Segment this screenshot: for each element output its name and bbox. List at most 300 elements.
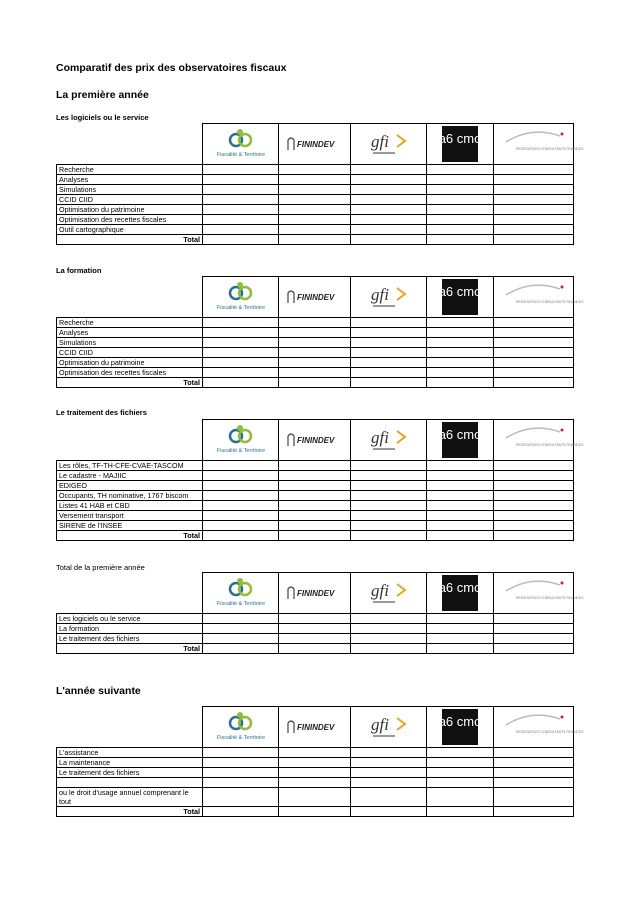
price-cell bbox=[203, 471, 279, 481]
price-cell bbox=[494, 358, 574, 368]
price-cell bbox=[494, 481, 574, 491]
price-cell bbox=[494, 614, 574, 624]
total-cell bbox=[279, 644, 351, 654]
price-cell bbox=[494, 501, 574, 511]
price-cell bbox=[494, 461, 574, 471]
price-cell bbox=[351, 748, 427, 758]
price-cell bbox=[427, 748, 494, 758]
price-cell bbox=[279, 758, 351, 768]
price-comparison-table bbox=[56, 572, 584, 654]
svg-text:a6 cmo: a6 cmo bbox=[438, 714, 482, 729]
price-cell bbox=[203, 768, 279, 778]
rcf-logo bbox=[502, 128, 584, 160]
price-cell bbox=[203, 461, 279, 471]
price-cell bbox=[494, 175, 574, 185]
table-row bbox=[57, 481, 574, 491]
gfi-logo bbox=[367, 576, 411, 610]
gfi-logo bbox=[367, 280, 411, 314]
rcf-logo bbox=[502, 577, 584, 609]
row-label: CCID CIID bbox=[57, 348, 203, 358]
total-cell bbox=[279, 531, 351, 541]
price-cell bbox=[427, 225, 494, 235]
total-row bbox=[57, 644, 574, 654]
price-cell bbox=[279, 318, 351, 328]
total-row bbox=[57, 531, 574, 541]
price-cell bbox=[279, 788, 351, 807]
price-comparison-table bbox=[56, 276, 584, 388]
logo-cell bbox=[494, 420, 584, 461]
price-cell bbox=[427, 511, 494, 521]
price-cell bbox=[427, 368, 494, 378]
fiscalite-territoire-logo bbox=[209, 281, 273, 313]
price-cell bbox=[279, 778, 351, 788]
price-cell bbox=[279, 368, 351, 378]
row-label: Le traitement des fichiers bbox=[57, 768, 203, 778]
table-row bbox=[57, 175, 574, 185]
price-cell bbox=[427, 501, 494, 511]
row-label: Analyses bbox=[57, 328, 203, 338]
price-cell bbox=[427, 624, 494, 634]
price-cell bbox=[203, 205, 279, 215]
price-cell bbox=[427, 481, 494, 491]
table-row bbox=[57, 471, 574, 481]
logo-cell bbox=[494, 707, 584, 748]
price-cell bbox=[494, 778, 574, 788]
total-cell bbox=[494, 807, 574, 817]
a6-cmo-logo bbox=[438, 422, 482, 458]
total-cell bbox=[427, 531, 494, 541]
gfi-logo bbox=[367, 423, 411, 457]
price-cell bbox=[351, 481, 427, 491]
total-cell bbox=[427, 378, 494, 388]
total-cell bbox=[427, 235, 494, 245]
total-cell bbox=[494, 531, 574, 541]
price-cell bbox=[351, 185, 427, 195]
logo-cell bbox=[351, 277, 427, 318]
row-label bbox=[57, 778, 203, 788]
price-cell bbox=[203, 328, 279, 338]
table-row bbox=[57, 185, 574, 195]
total-row bbox=[57, 235, 574, 245]
svg-text:gfi: gfi bbox=[370, 715, 389, 734]
logo-cell bbox=[427, 573, 494, 614]
price-cell bbox=[427, 521, 494, 531]
price-cell bbox=[351, 215, 427, 225]
total-cell bbox=[351, 531, 427, 541]
total-cell bbox=[203, 531, 279, 541]
svg-text:a6 cmo: a6 cmo bbox=[438, 284, 482, 299]
price-cell bbox=[427, 491, 494, 501]
price-cell bbox=[203, 521, 279, 531]
price-cell bbox=[351, 778, 427, 788]
total-label: Total bbox=[57, 807, 203, 817]
table-row bbox=[57, 215, 574, 225]
logo-cell bbox=[351, 124, 427, 165]
svg-text:RESSOURCES CONSULTANTS FINANCE: RESSOURCES CONSULTANTS FINANCES bbox=[515, 730, 584, 734]
price-cell bbox=[351, 624, 427, 634]
logo-cell bbox=[494, 124, 584, 165]
price-cell bbox=[351, 501, 427, 511]
price-cell bbox=[279, 205, 351, 215]
logo-cell bbox=[494, 573, 584, 614]
price-cell bbox=[279, 481, 351, 491]
price-comparison-table bbox=[56, 706, 584, 817]
fiscalite-territoire-logo bbox=[209, 711, 273, 743]
price-cell bbox=[203, 758, 279, 768]
logo-cell bbox=[279, 573, 351, 614]
row-label: Optimisation du patrimoine bbox=[57, 358, 203, 368]
total-cell bbox=[203, 235, 279, 245]
price-cell bbox=[427, 778, 494, 788]
price-cell bbox=[427, 348, 494, 358]
empty-header-cell bbox=[57, 707, 203, 748]
table-row bbox=[57, 225, 574, 235]
logo-cell bbox=[351, 420, 427, 461]
price-cell bbox=[203, 368, 279, 378]
price-cell bbox=[427, 195, 494, 205]
logo-cell bbox=[203, 124, 279, 165]
price-cell bbox=[494, 215, 574, 225]
logo-row bbox=[57, 277, 574, 318]
price-cell bbox=[279, 748, 351, 758]
price-cell bbox=[203, 748, 279, 758]
price-cell bbox=[279, 328, 351, 338]
svg-text:RESSOURCES CONSULTANTS FINANCE: RESSOURCES CONSULTANTS FINANCES bbox=[515, 300, 584, 304]
empty-header-cell bbox=[57, 420, 203, 461]
rcf-logo bbox=[502, 424, 584, 456]
a6-cmo-logo bbox=[438, 575, 482, 611]
row-label: Occupants, TH nominative, 1767 biscom bbox=[57, 491, 203, 501]
price-cell bbox=[494, 318, 574, 328]
price-cell bbox=[351, 368, 427, 378]
rcf-logo bbox=[502, 711, 584, 743]
total-label: Total bbox=[57, 378, 203, 388]
price-cell bbox=[203, 215, 279, 225]
total-cell bbox=[351, 235, 427, 245]
price-cell bbox=[203, 778, 279, 788]
logo-row bbox=[57, 707, 574, 748]
logo-cell bbox=[279, 277, 351, 318]
price-cell bbox=[351, 225, 427, 235]
svg-text:RESSOURCES CONSULTANTS FINANCE: RESSOURCES CONSULTANTS FINANCES bbox=[515, 443, 584, 447]
price-cell bbox=[279, 491, 351, 501]
price-cell bbox=[351, 521, 427, 531]
table-row bbox=[57, 521, 574, 531]
finindev-logo bbox=[285, 717, 345, 737]
price-cell bbox=[427, 318, 494, 328]
price-cell bbox=[494, 758, 574, 768]
price-cell bbox=[351, 511, 427, 521]
table-row bbox=[57, 501, 574, 511]
logo-cell bbox=[203, 573, 279, 614]
price-cell bbox=[494, 225, 574, 235]
row-label: L'assistance bbox=[57, 748, 203, 758]
price-cell bbox=[351, 788, 427, 807]
table-heading: L'année suivante bbox=[56, 685, 141, 697]
svg-text:Fiscalité & Territoire: Fiscalité & Territoire bbox=[216, 152, 265, 158]
table-row bbox=[57, 624, 574, 634]
fiscalite-territoire-logo bbox=[209, 128, 273, 160]
price-cell bbox=[351, 175, 427, 185]
price-cell bbox=[351, 318, 427, 328]
total-row bbox=[57, 807, 574, 817]
logo-row bbox=[57, 573, 574, 614]
price-cell bbox=[351, 348, 427, 358]
svg-text:gfi: gfi bbox=[370, 285, 389, 304]
a6-cmo-logo bbox=[438, 709, 482, 745]
price-cell bbox=[427, 788, 494, 807]
price-cell bbox=[427, 768, 494, 778]
row-label: Listes 41 HAB et CBD bbox=[57, 501, 203, 511]
price-cell bbox=[279, 358, 351, 368]
price-cell bbox=[494, 491, 574, 501]
price-cell bbox=[279, 348, 351, 358]
table-row bbox=[57, 195, 574, 205]
price-cell bbox=[427, 358, 494, 368]
page-title: Comparatif des prix des observatoires fiscaux bbox=[56, 62, 287, 74]
finindev-logo bbox=[285, 430, 345, 450]
price-cell bbox=[203, 788, 279, 807]
svg-text:RESSOURCES CONSULTANTS FINANCE: RESSOURCES CONSULTANTS FINANCES bbox=[515, 147, 584, 151]
svg-text:RESSOURCES CONSULTANTS FINANCE: RESSOURCES CONSULTANTS FINANCES bbox=[515, 596, 584, 600]
total-cell bbox=[203, 378, 279, 388]
price-cell bbox=[427, 471, 494, 481]
price-cell bbox=[494, 348, 574, 358]
row-label: Simulations bbox=[57, 185, 203, 195]
table-row bbox=[57, 614, 574, 624]
table-row bbox=[57, 328, 574, 338]
total-cell bbox=[351, 807, 427, 817]
price-cell bbox=[279, 165, 351, 175]
price-cell bbox=[427, 328, 494, 338]
price-cell bbox=[203, 185, 279, 195]
price-cell bbox=[494, 165, 574, 175]
row-label: EDIGEO bbox=[57, 481, 203, 491]
price-cell bbox=[203, 165, 279, 175]
price-cell bbox=[351, 338, 427, 348]
table-row bbox=[57, 461, 574, 471]
svg-text:FININDEV: FININDEV bbox=[296, 140, 334, 149]
table-row bbox=[57, 358, 574, 368]
row-label: Recherche bbox=[57, 165, 203, 175]
row-label: Optimisation des recettes fiscales bbox=[57, 215, 203, 225]
logo-cell bbox=[203, 707, 279, 748]
table-row bbox=[57, 165, 574, 175]
table-row bbox=[57, 338, 574, 348]
empty-header-cell bbox=[57, 277, 203, 318]
price-cell bbox=[494, 185, 574, 195]
svg-text:gfi: gfi bbox=[370, 428, 389, 447]
table-row bbox=[57, 758, 574, 768]
logo-cell bbox=[427, 277, 494, 318]
price-cell bbox=[279, 185, 351, 195]
fiscalite-territoire-logo bbox=[209, 577, 273, 609]
table-row bbox=[57, 205, 574, 215]
logo-cell bbox=[203, 277, 279, 318]
logo-row bbox=[57, 420, 574, 461]
logo-cell bbox=[494, 277, 584, 318]
a6-cmo-logo bbox=[438, 126, 482, 162]
table-row bbox=[57, 348, 574, 358]
row-label: La formation bbox=[57, 624, 203, 634]
price-cell bbox=[351, 758, 427, 768]
total-cell bbox=[494, 378, 574, 388]
logo-cell bbox=[203, 420, 279, 461]
total-cell bbox=[203, 807, 279, 817]
svg-text:gfi: gfi bbox=[370, 132, 389, 151]
price-cell bbox=[279, 195, 351, 205]
price-cell bbox=[494, 471, 574, 481]
logo-cell bbox=[279, 707, 351, 748]
total-cell bbox=[279, 807, 351, 817]
gfi-logo bbox=[367, 710, 411, 744]
price-cell bbox=[203, 318, 279, 328]
table-row bbox=[57, 788, 574, 807]
fiscalite-territoire-logo bbox=[209, 424, 273, 456]
price-cell bbox=[279, 175, 351, 185]
row-label: La maintenance bbox=[57, 758, 203, 768]
price-cell bbox=[494, 748, 574, 758]
total-cell bbox=[279, 235, 351, 245]
logo-row bbox=[57, 124, 574, 165]
empty-header-cell bbox=[57, 573, 203, 614]
price-cell bbox=[203, 501, 279, 511]
logo-cell bbox=[279, 420, 351, 461]
table-row bbox=[57, 778, 574, 788]
price-cell bbox=[279, 521, 351, 531]
price-cell bbox=[494, 624, 574, 634]
total-cell bbox=[351, 378, 427, 388]
price-cell bbox=[494, 195, 574, 205]
table-heading: Le traitement des fichiers bbox=[56, 408, 147, 417]
price-cell bbox=[494, 521, 574, 531]
logo-cell bbox=[351, 707, 427, 748]
price-cell bbox=[351, 471, 427, 481]
price-cell bbox=[351, 358, 427, 368]
total-label: Total bbox=[57, 235, 203, 245]
price-cell bbox=[203, 481, 279, 491]
price-cell bbox=[494, 368, 574, 378]
price-cell bbox=[279, 511, 351, 521]
price-cell bbox=[279, 624, 351, 634]
price-cell bbox=[351, 491, 427, 501]
table-row bbox=[57, 768, 574, 778]
table-row bbox=[57, 491, 574, 501]
row-label: Les rôles, TF-TH-CFE-CVAE-TASCOM bbox=[57, 461, 203, 471]
price-cell bbox=[203, 225, 279, 235]
total-row bbox=[57, 378, 574, 388]
price-cell bbox=[279, 215, 351, 225]
row-label: Analyses bbox=[57, 175, 203, 185]
row-label: Les logiciels ou le service bbox=[57, 614, 203, 624]
price-cell bbox=[279, 338, 351, 348]
price-cell bbox=[279, 501, 351, 511]
price-cell bbox=[279, 634, 351, 644]
row-label: Le cadastre - MAJIIC bbox=[57, 471, 203, 481]
price-cell bbox=[351, 195, 427, 205]
total-cell bbox=[279, 378, 351, 388]
empty-header-cell bbox=[57, 124, 203, 165]
table-heading: La formation bbox=[56, 266, 102, 275]
price-cell bbox=[427, 175, 494, 185]
row-label: Optimisation du patrimoine bbox=[57, 205, 203, 215]
price-cell bbox=[351, 165, 427, 175]
gfi-logo bbox=[367, 127, 411, 161]
total-label: Total bbox=[57, 644, 203, 654]
price-cell bbox=[494, 768, 574, 778]
price-cell bbox=[203, 511, 279, 521]
row-label: Simulations bbox=[57, 338, 203, 348]
price-comparison-table bbox=[56, 419, 584, 541]
price-cell bbox=[203, 175, 279, 185]
price-cell bbox=[351, 768, 427, 778]
svg-text:a6 cmo: a6 cmo bbox=[438, 131, 482, 146]
row-label: Recherche bbox=[57, 318, 203, 328]
table-row bbox=[57, 634, 574, 644]
svg-text:a6 cmo: a6 cmo bbox=[438, 580, 482, 595]
logo-cell bbox=[279, 124, 351, 165]
row-label: Le traitement des fichiers bbox=[57, 634, 203, 644]
price-cell bbox=[203, 491, 279, 501]
price-cell bbox=[494, 205, 574, 215]
price-cell bbox=[427, 614, 494, 624]
finindev-logo bbox=[285, 134, 345, 154]
svg-text:Fiscalité & Territoire: Fiscalité & Territoire bbox=[216, 448, 265, 454]
finindev-logo bbox=[285, 287, 345, 307]
svg-text:Fiscalité & Territoire: Fiscalité & Territoire bbox=[216, 601, 265, 607]
price-cell bbox=[351, 328, 427, 338]
price-cell bbox=[203, 614, 279, 624]
price-cell bbox=[494, 634, 574, 644]
svg-text:Fiscalité & Territoire: Fiscalité & Territoire bbox=[216, 735, 265, 741]
price-cell bbox=[351, 205, 427, 215]
price-cell bbox=[203, 338, 279, 348]
table-row bbox=[57, 318, 574, 328]
price-cell bbox=[494, 788, 574, 807]
logo-cell bbox=[427, 124, 494, 165]
table-row bbox=[57, 511, 574, 521]
price-cell bbox=[427, 338, 494, 348]
section-heading-first-year: La première année bbox=[56, 89, 149, 101]
svg-text:FININDEV: FININDEV bbox=[296, 436, 334, 445]
price-cell bbox=[279, 614, 351, 624]
price-cell bbox=[203, 624, 279, 634]
price-cell bbox=[203, 358, 279, 368]
price-cell bbox=[427, 165, 494, 175]
row-label: SIRENE de l'INSEE bbox=[57, 521, 203, 531]
logo-cell bbox=[427, 420, 494, 461]
price-cell bbox=[351, 614, 427, 624]
svg-text:FININDEV: FININDEV bbox=[296, 293, 334, 302]
price-cell bbox=[427, 215, 494, 225]
row-label: Optimisation des recettes fiscales bbox=[57, 368, 203, 378]
finindev-logo bbox=[285, 583, 345, 603]
total-cell bbox=[203, 644, 279, 654]
row-label: ou le droit d'usage annuel comprenant le tout bbox=[57, 788, 203, 807]
price-cell bbox=[279, 768, 351, 778]
svg-text:Fiscalité & Territoire: Fiscalité & Territoire bbox=[216, 305, 265, 311]
table-row bbox=[57, 748, 574, 758]
price-cell bbox=[351, 461, 427, 471]
svg-text:a6 cmo: a6 cmo bbox=[438, 427, 482, 442]
total-cell bbox=[427, 644, 494, 654]
price-cell bbox=[427, 634, 494, 644]
row-label: CCID CIID bbox=[57, 195, 203, 205]
price-cell bbox=[427, 205, 494, 215]
svg-text:gfi: gfi bbox=[370, 581, 389, 600]
price-comparison-table bbox=[56, 123, 584, 245]
price-cell bbox=[203, 634, 279, 644]
